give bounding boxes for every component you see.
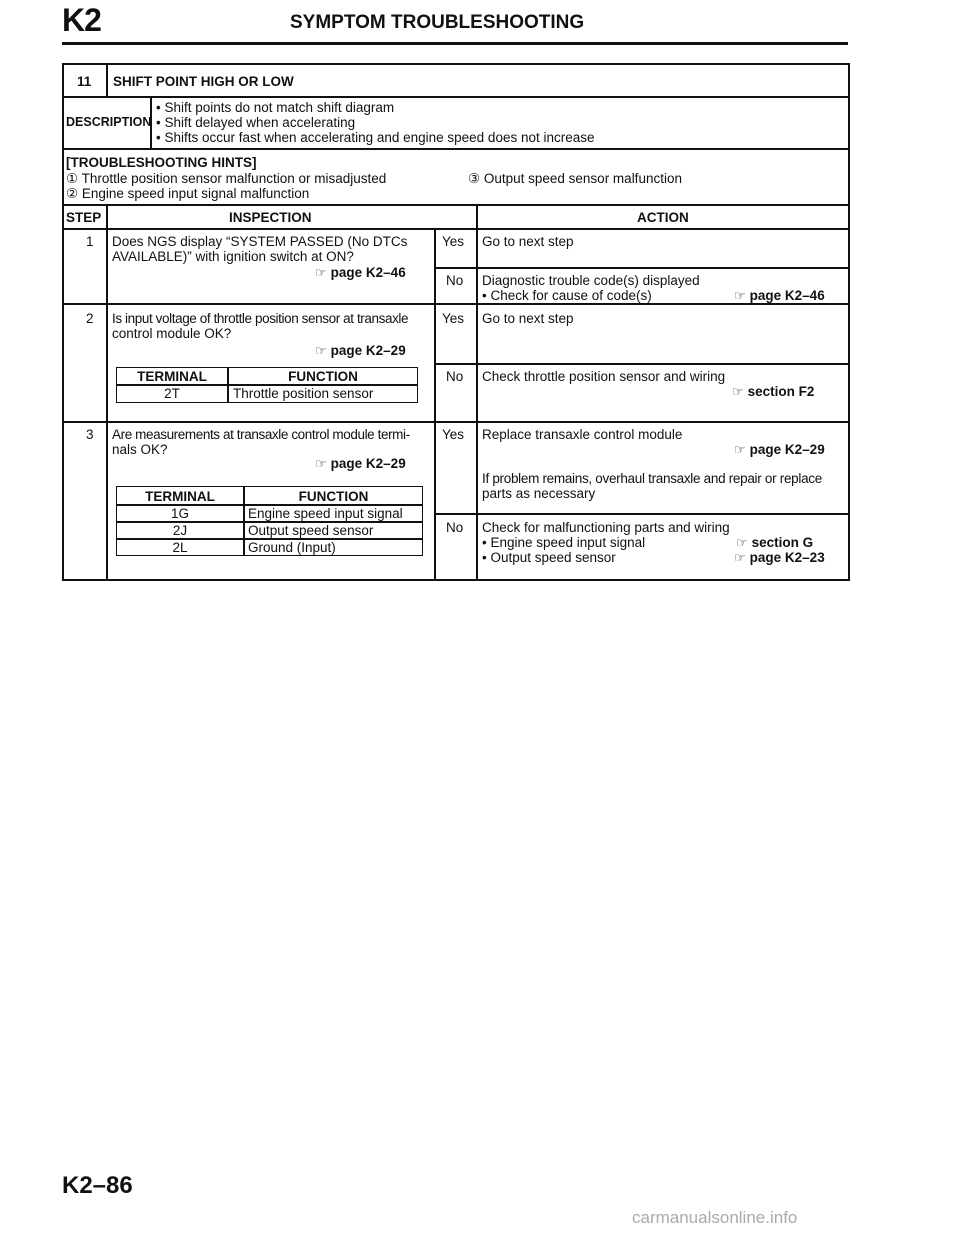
- inspection-text: AVAILABLE)” with ignition switch at ON?: [112, 249, 354, 264]
- yes-label: Yes: [442, 234, 465, 249]
- divider: [64, 96, 848, 98]
- action-text: If problem remains, overhaul transaxle and repair or replace: [482, 471, 822, 486]
- no-label: No: [446, 369, 464, 384]
- divider: [106, 65, 108, 96]
- symptom-title: SHIFT POINT HIGH OR LOW: [113, 74, 294, 89]
- divider: [434, 228, 436, 579]
- inspection-text: Are measurements at transaxle control module termi-: [112, 427, 410, 442]
- divider: [64, 228, 848, 230]
- troubleshooting-table: [62, 63, 850, 581]
- symptom-number: 11: [77, 74, 92, 89]
- divider: [434, 363, 848, 365]
- action-text: Check for malfunctioning parts and wiring: [482, 520, 730, 535]
- hint-item: ① Throttle position sensor malfunction or misadjusted: [66, 171, 387, 186]
- description-bullet: • Shift delayed when accelerating: [156, 115, 356, 130]
- action-ref: [736, 535, 813, 551]
- page-number: K2–86: [62, 1172, 133, 1199]
- action-text: Check throttle position sensor and wiring: [482, 369, 726, 384]
- divider: [434, 267, 848, 269]
- yes-label: Yes: [442, 311, 465, 326]
- terminal-cell: 1G: [170, 506, 189, 521]
- ref-label: page K2–29: [749, 442, 825, 457]
- action-text: Diagnostic trouble code(s) displayed: [482, 273, 700, 288]
- step-number: 3: [86, 427, 94, 442]
- inspection-ref: [315, 343, 406, 359]
- terminal-cell: 2J: [172, 523, 188, 538]
- divider: [434, 513, 848, 515]
- ref-label: page K2–46: [749, 288, 825, 303]
- action-ref: [734, 288, 825, 304]
- function-cell: Output speed sensor: [248, 523, 374, 538]
- page-title: SYMPTOM TROUBLESHOOTING: [290, 12, 585, 33]
- divider: [476, 204, 478, 579]
- description-bullet: • Shift points do not match shift diagram: [156, 100, 395, 115]
- inspection-text: Does NGS display “SYSTEM PASSED (No DTCs: [112, 234, 408, 249]
- ref-label: page K2–29: [330, 343, 406, 358]
- hand-pointer-icon: ☞: [736, 535, 748, 550]
- step-number: 1: [86, 234, 94, 249]
- action-ref: [732, 384, 814, 400]
- terminal-header: TERMINAL: [137, 369, 207, 384]
- divider: [64, 148, 848, 150]
- ref-label: page K2–29: [330, 456, 406, 471]
- step-number: 2: [86, 311, 94, 326]
- hint-item: ② Engine speed input signal malfunction: [66, 186, 310, 201]
- hand-pointer-icon: ☞: [315, 343, 327, 358]
- inspection-ref: [315, 456, 406, 472]
- action-text: • Check for cause of code(s): [482, 288, 652, 303]
- header-divider: [62, 42, 848, 45]
- terminal-table: [116, 367, 418, 403]
- function-cell: Engine speed input signal: [248, 506, 403, 521]
- action-text: parts as necessary: [482, 486, 596, 501]
- yes-label: Yes: [442, 427, 465, 442]
- column-header-action: ACTION: [637, 210, 689, 225]
- hand-pointer-icon: ☞: [732, 384, 744, 399]
- column-header-step: STEP: [66, 210, 102, 225]
- hint-item: ③ Output speed sensor malfunction: [468, 171, 682, 186]
- column-header-inspection: INSPECTION: [229, 210, 312, 225]
- ref-label: section G: [751, 535, 814, 550]
- action-ref: [734, 550, 825, 566]
- ref-label: page K2–23: [749, 550, 825, 565]
- action-text: Replace transaxle control module: [482, 427, 683, 442]
- action-text: Go to next step: [482, 311, 574, 326]
- hand-pointer-icon: ☞: [315, 456, 327, 471]
- inspection-text: Is input voltage of throttle position sensor at transaxle: [112, 311, 409, 326]
- ref-label: section F2: [747, 384, 815, 399]
- section-code: K2: [62, 2, 101, 38]
- hand-pointer-icon: ☞: [734, 288, 746, 303]
- divider: [64, 303, 848, 305]
- description-bullet: • Shifts occur fast when accelerating and engine speed does not increase: [156, 130, 595, 145]
- inspection-text: control module OK?: [112, 326, 232, 341]
- action-text: Go to next step: [482, 234, 574, 249]
- terminal-table: [116, 486, 423, 556]
- inspection-text: nals OK?: [112, 442, 168, 457]
- action-text: • Output speed sensor: [482, 550, 616, 565]
- divider: [106, 204, 108, 579]
- terminal-cell: 2L: [172, 540, 188, 555]
- no-label: No: [446, 520, 464, 535]
- function-cell: Ground (Input): [248, 540, 336, 555]
- watermark: carmanualsonline.info: [632, 1208, 798, 1227]
- description-label: DESCRIPTION: [66, 115, 152, 129]
- action-ref: [734, 442, 825, 458]
- inspection-ref: [315, 265, 406, 281]
- terminal-header: TERMINAL: [145, 489, 215, 504]
- no-label: No: [446, 273, 464, 288]
- divider: [64, 204, 848, 206]
- function-header: FUNCTION: [288, 369, 358, 384]
- hand-pointer-icon: ☞: [734, 550, 746, 565]
- function-cell: Throttle position sensor: [233, 386, 374, 401]
- hand-pointer-icon: ☞: [315, 265, 327, 280]
- divider: [64, 421, 848, 423]
- ref-label: page K2–46: [330, 265, 406, 280]
- function-header: FUNCTION: [298, 489, 369, 504]
- hand-pointer-icon: ☞: [734, 442, 746, 457]
- hints-title: [TROUBLESHOOTING HINTS]: [66, 155, 257, 170]
- action-text: • Engine speed input signal: [482, 535, 646, 550]
- terminal-cell: 2T: [164, 386, 180, 401]
